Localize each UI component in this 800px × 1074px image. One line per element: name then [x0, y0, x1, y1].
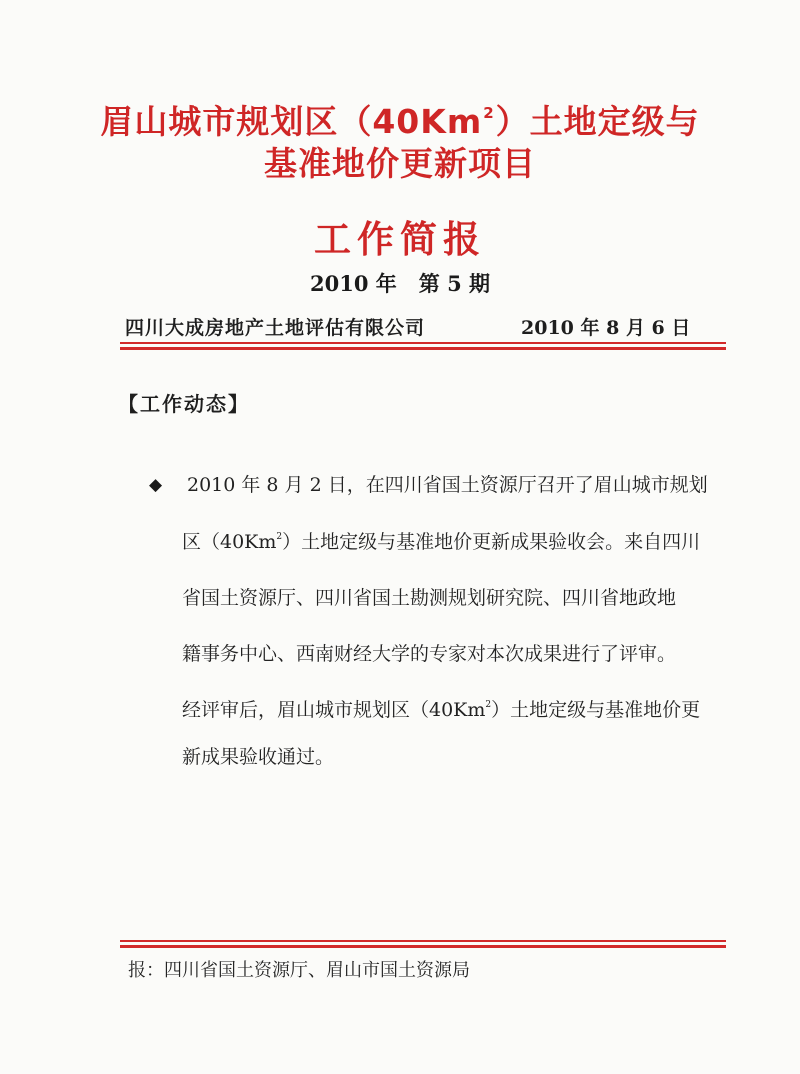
body-line-6: 新成果验收通过。	[182, 746, 335, 768]
body-line5-before: 经评审后，眉山城市规划区（40Km	[182, 699, 486, 721]
issue-info	[0, 268, 800, 298]
issue-number: 第 5 期	[418, 271, 490, 296]
body-line-4: 籍事务中心、西南财经大学的专家对本次成果进行了评审。	[182, 643, 677, 665]
body-line-1: 2010 年 8 月 2 日，在四川省国土资源厅召开了眉山城市规划	[187, 474, 708, 496]
project-title-line-2: 基准地价更新项目	[264, 144, 536, 183]
footer-divider-thick	[120, 945, 726, 948]
body-line-3: 省国土资源厅、四川省国土勘测规划研究院、四川省地政地	[182, 587, 677, 609]
header-divider-thick	[120, 347, 726, 350]
body-line2-after: ）土地定级与基准地价更新成果验收会。来自四川	[282, 531, 701, 553]
body-line-5	[182, 695, 700, 722]
footer-divider-thin	[120, 940, 726, 942]
body-line5-after: ）土地定级与基准地价更	[491, 699, 701, 721]
issue-year: 2010 年	[310, 271, 397, 296]
distribution-list: 报：四川省国土资源厅、眉山市国土资源局	[128, 960, 470, 981]
body-line2-before: 区（40Km	[182, 531, 277, 553]
report-name: 工作简报	[314, 218, 486, 261]
title-line1-before: 眉山城市规划区（40Km	[100, 102, 483, 141]
section-heading: 【工作动态】	[118, 392, 250, 416]
diamond-bullet-icon: ◆	[149, 475, 163, 495]
body-line-2	[182, 527, 700, 554]
title-line1-sup: 2	[483, 104, 495, 122]
title-line1-after: ）土地定级与	[495, 102, 700, 141]
project-title-line-1	[0, 96, 800, 143]
publish-date: 2010 年 8 月 6 日	[521, 317, 691, 339]
body-line5-sup: 2	[485, 700, 492, 710]
body-line2-sup: 2	[276, 532, 283, 542]
header-divider-thin	[120, 342, 726, 344]
organization-name: 四川大成房地产土地评估有限公司	[125, 317, 426, 339]
